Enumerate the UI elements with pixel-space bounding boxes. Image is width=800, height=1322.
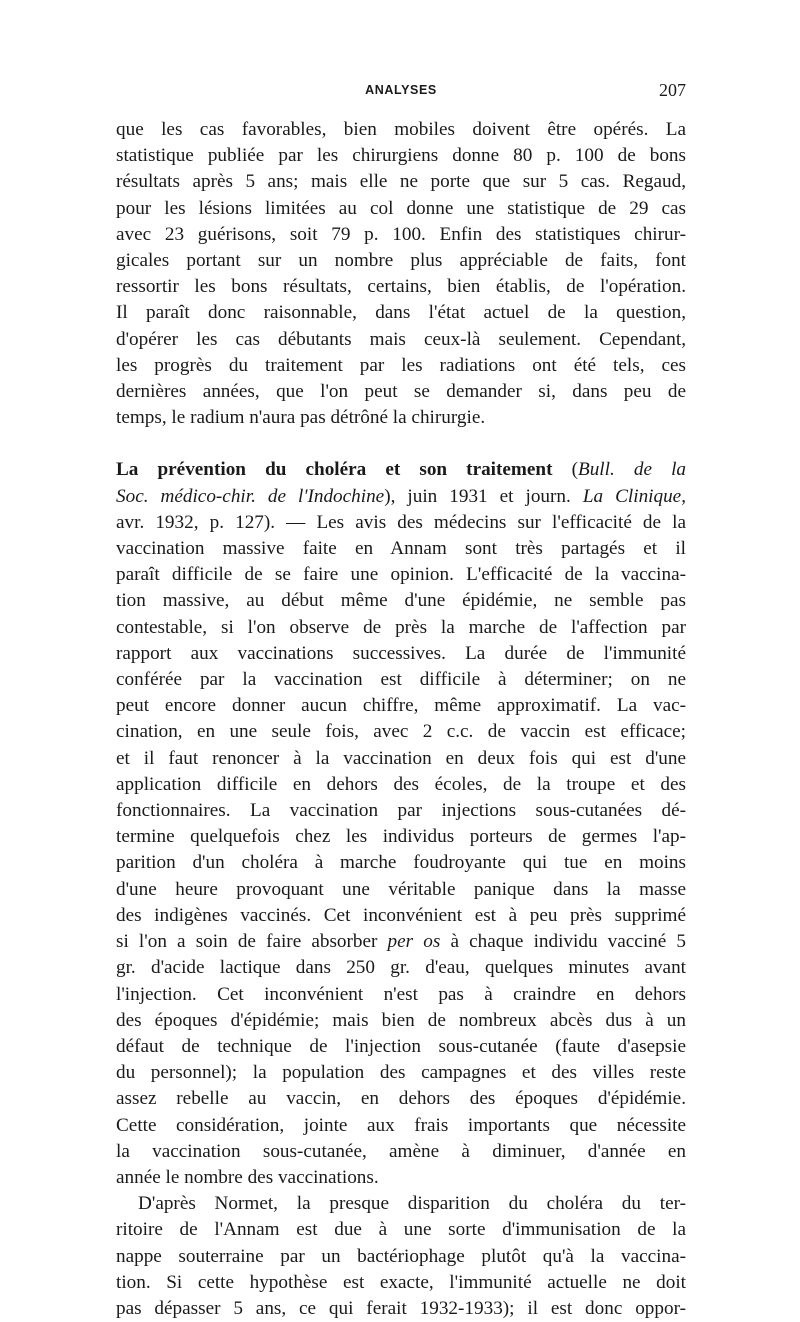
text-line: Il paraît donc raisonnable, dans l'état actuel de la question, <box>116 302 686 324</box>
text-line: rapport aux vaccinations successives. La durée de l'immunité <box>116 642 686 664</box>
text-line: cination, en une seule fois, avec 2 c.c. de vaccin est efficace; <box>116 721 686 743</box>
text-line: Soc. médico-chir. de l'Indochine), juin 1931 et journ. La Clinique, <box>116 485 686 507</box>
text-line: nappe souterraine par un bactériophage plutôt qu'à la vaccina- <box>116 1245 686 1267</box>
text-line: avec 23 guérisons, soit 79 p. 100. Enfin des statistiques chirur- <box>116 223 686 245</box>
text-line: avr. 1932, p. 127). — Les avis des médecins sur l'efficacité de la <box>116 511 686 533</box>
text-line: tion. Si cette hypothèse est exacte, l'immunité actuelle ne doit <box>116 1271 686 1293</box>
text-line: parition d'un choléra à marche foudroyante qui tue en moins <box>116 852 686 874</box>
text-line: d'opérer les cas débutants mais ceux-là seulement. Cependant, <box>116 328 686 350</box>
page-header <box>116 80 686 102</box>
text-line: fonctionnaires. La vaccination par injections sous-cutanées dé- <box>116 800 686 822</box>
text-line: statistique publiée par les chirurgiens donne 80 p. 100 de bons <box>116 145 686 167</box>
text-line: d'une heure provoquant une véritable panique dans la masse <box>116 878 686 900</box>
text-line: résultats après 5 ans; mais elle ne porte que sur 5 cas. Regaud, <box>116 171 686 193</box>
text-line: assez rebelle au vaccin, en dehors des époques d'épidémie. <box>116 1088 686 1110</box>
text-line: si l'on a soin de faire absorber per os à chaque individu vacciné 5 <box>116 931 686 953</box>
text-line: paraît difficile de se faire une opinion. L'efficacité de la vaccina- <box>116 564 686 586</box>
text-line: Cette considération, jointe aux frais importants que nécessite <box>116 1114 686 1136</box>
text-line: application difficile en dehors des écoles, de la troupe et des <box>116 773 686 795</box>
text-line: ressortir les bons résultats, certains, bien établis, de l'opération. <box>116 276 686 298</box>
text-line: pour les lésions limitées au col donne une statistique de 29 cas <box>116 197 686 219</box>
text-line: dernières années, que l'on peut se demander si, dans peu de <box>116 381 686 403</box>
text-line: tion massive, au début même d'une épidémie, ne semble pas <box>116 590 686 612</box>
text-line: vaccination massive faite en Annam sont très partagés et il <box>116 538 686 560</box>
text-line: que les cas favorables, bien mobiles doivent être opérés. La <box>116 119 686 140</box>
article-body <box>116 117 686 1322</box>
journal-name: Soc. médico-chir. de l'Indochine <box>116 485 385 507</box>
text-line: et il faut renoncer à la vaccination en deux fois qui est d'une <box>116 747 686 769</box>
text-line: gr. d'acide lactique dans 250 gr. d'eau, quelques minutes avant <box>116 957 686 979</box>
text-line: des indigènes vaccinés. Cet inconvénient est à peu près supprimé <box>116 904 686 926</box>
text-line: contestable, si l'on observe de près la marche de l'affection par <box>116 616 686 638</box>
text-line: conférée par la vaccination est difficile à déterminer; on ne <box>116 669 686 691</box>
paragraph-cholera <box>116 457 686 1191</box>
text-line: pas dépasser 5 ans, ce qui ferait 1932-1933); il est donc oppor- <box>116 1297 686 1319</box>
text-line: année le nombre des vaccinations. <box>116 1166 379 1188</box>
page-number: 207 <box>659 80 686 100</box>
paragraph-gap <box>116 431 686 457</box>
text-line: l'injection. Cet inconvénient n'est pas à craindre en dehors <box>116 983 686 1005</box>
text-line: D'après Normet, la presque disparition du choléra du ter- <box>138 1193 686 1215</box>
text-line: du personnel); la population des campagnes et des villes reste <box>116 1062 686 1084</box>
running-title: ANALYSES <box>365 83 437 97</box>
text-line: défaut de technique de l'injection sous-cutanée (faute d'asepsie <box>116 1035 686 1057</box>
text-line: peut encore donner aucun chiffre, même approximatif. La vac- <box>116 695 686 717</box>
journal-name: La Clinique <box>582 485 682 507</box>
text-line: termine quelquefois chez les individus porteurs de germes l'ap- <box>116 826 686 848</box>
text-line: des époques d'épidémie; mais bien de nombreux abcès dus à un <box>116 1009 686 1031</box>
latin-term: per os <box>387 931 441 953</box>
text-line: temps, le radium n'aura pas détrôné la chirurgie. <box>116 407 486 429</box>
paragraph-cancer-surgery <box>116 117 686 431</box>
text-line: gicales portant sur un nombre plus appréciable de faits, font <box>116 250 686 272</box>
text-line: la vaccination sous-cutanée, amène à diminuer, d'année en <box>116 1140 686 1162</box>
text-line: ritoire de l'Annam est due à une sorte d'immunisation de la <box>116 1219 686 1241</box>
text-line: les progrès du traitement par les radiations ont été tels, ces <box>116 354 686 376</box>
section-title: La prévention du choléra et son traitement <box>116 459 553 481</box>
journal-name: Bull. de la <box>577 459 686 481</box>
paragraph-normet <box>116 1191 686 1322</box>
text-line: La prévention du choléra et son traitement (Bull. de la <box>116 459 686 481</box>
